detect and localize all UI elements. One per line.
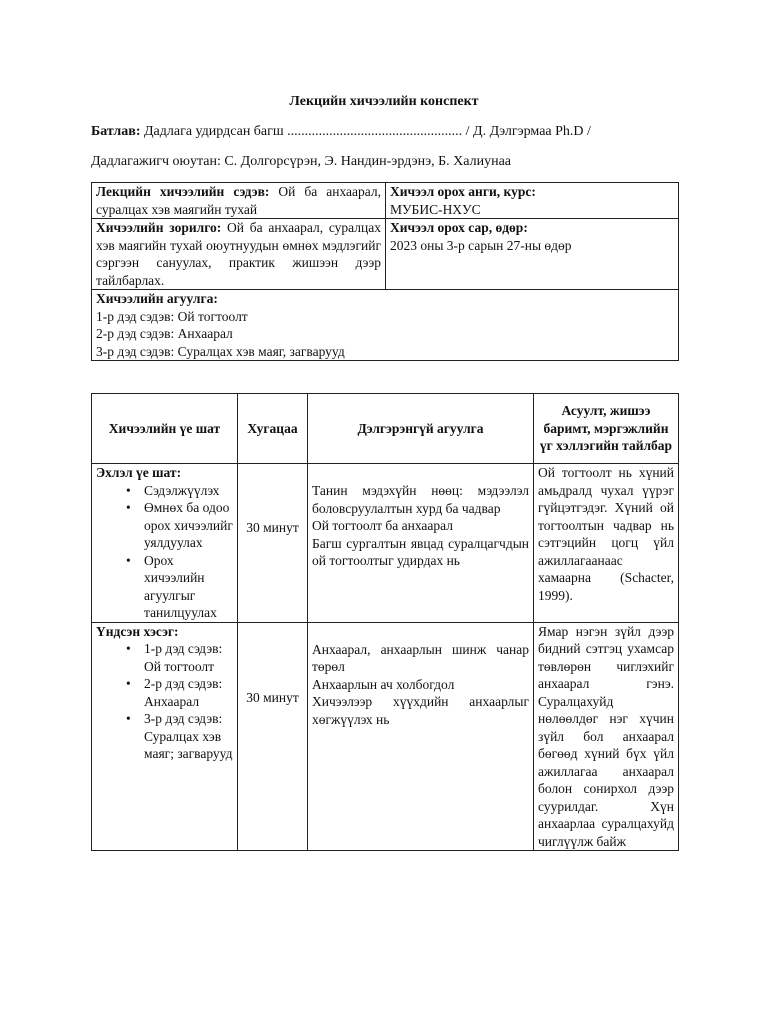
stage-title: Эхлэл үе шат: — [96, 465, 182, 480]
document-title: Лекцийн хичээлийн конспект — [289, 94, 479, 109]
date-label: Хичээл орох сар, өдөр: — [390, 220, 528, 235]
info-row-goal — [92, 219, 679, 290]
date-cell — [386, 219, 679, 290]
stage-item: • 2-р дэд сэдэв: Анхаарал — [126, 675, 233, 710]
detail-line: Ой тогтоолт ба анхаарал — [312, 518, 454, 533]
notes-cell: Ой тогтоолт нь хүний амьдралд чухал үүрэг гүйцэтгэдэг. Хүний ой тогтоолтын чадвар нь сэтгэцийн цогц үйл ажиллагаанаас хамаарна (Schacter, 1999). — [534, 464, 679, 623]
content-label: Хичээлийн агуулга: — [96, 291, 218, 306]
lesson-plan-table — [91, 393, 679, 851]
detail-cell — [308, 622, 534, 851]
detail-line: Хичээлээр хүүхдийн анхаарлыг хөгжүүлэх нь — [312, 694, 529, 727]
approval-line — [91, 124, 591, 140]
content-item: 1-р дэд сэдэв: Ой тогтоолт — [96, 308, 248, 324]
stage-cell — [92, 622, 238, 851]
header-notes: Асуулт, жишээ баримт, мэргэжлийн үг хэллэгийн тайлбар — [534, 394, 679, 464]
trainees-line: Дадлагажигч оюутан: С. Долгорсүрэн, Э. Нандин-эрдэнэ, Б. Халиунаа — [91, 154, 511, 169]
duration-cell: 30 минут — [238, 622, 308, 851]
date-value: 2023 оны 3-р сарын 27-ны өдөр — [390, 237, 572, 253]
class-cell — [386, 183, 679, 219]
stage-item: • Өмнөх ба одоо орох хичээлийг уялдуулах — [126, 499, 233, 552]
class-value: МУБИС-НХУС — [390, 201, 481, 217]
class-label: Хичээл орох анги, курс: — [390, 184, 536, 199]
content-cell — [92, 290, 679, 361]
notes-cell: Ямар нэгэн зүйл дээр бидний сэтгэц ухамсар төвлөрөн чиглэхийг анхаарал гэнэ. Суралцахуйд нөлөөлдөг нэг хүчин зүйл бол анхаарал бөгөөд хүний бүх үйл ажиллагаа анхаарал болон сонирхол дээр суурилдаг. Хүн анхаарлаа суралцахуйд чиглүүлж байж — [534, 622, 679, 851]
stage-title: Үндсэн хэсэг: — [96, 623, 179, 639]
goal-value: Ой ба анхаарал, суралцах хэв маягийн тухай оюутнуудын өмнөх мэдлэгийг сэргээн сануулах, практик жишээн дээр тайлбарлах. — [96, 220, 381, 288]
header-stage: Хичээлийн үе шат — [92, 394, 238, 464]
plan-row-intro — [92, 464, 679, 623]
goal-cell — [92, 219, 386, 290]
stage-item: • Сэдэлжүүлэх — [126, 482, 233, 500]
goal-label: Хичээлийн зорилго: — [96, 220, 222, 235]
topic-label: Лекцийн хичээлийн сэдэв: — [96, 184, 270, 199]
detail-cell — [308, 464, 534, 623]
plan-header-row — [92, 394, 679, 464]
stage-item: • 3-р дэд сэдэв: Суралцах хэв маяг; загварууд — [126, 710, 233, 763]
duration-cell: 30 минут — [238, 464, 308, 623]
approval-label: Батлав: — [91, 124, 141, 139]
approval-text: Дадлага удирдсан багш .................................................. / Д. Дэлгэрмаа Ph.D / — [144, 124, 591, 139]
detail-line: Танин мэдэхүйн нөөц: мэдээлэл боловсруулалтын хурд ба чадвар — [312, 483, 529, 516]
lesson-info-table — [91, 182, 679, 361]
content-item: 2-р дэд сэдэв: Анхаарал — [96, 326, 233, 341]
detail-line: Анхаарал, анхаарлын шинж чанар төрөл — [312, 641, 529, 674]
stage-item: • Орох хичээлийн агуулгыг танилцуулах — [126, 552, 233, 622]
topic-cell — [92, 183, 386, 219]
stage-item: • 1-р дэд сэдэв: Ой тогтоолт — [126, 640, 233, 675]
topic-value: Ой ба анхаарал, суралцах хэв маягийн тухай — [96, 184, 381, 217]
content-item: 3-р дэд сэдэв: Суралцах хэв маяг, загварууд — [96, 343, 345, 359]
header-duration: Хугацаа — [238, 394, 308, 464]
stage-list — [96, 640, 233, 763]
header-content: Дэлгэрэнгүй агуулга — [308, 394, 534, 464]
stage-list — [96, 482, 233, 622]
info-row-content — [92, 290, 679, 361]
info-row-topic — [92, 183, 679, 219]
detail-line: Багш сургалтын явцад суралцагчдын ой тогтоолтыг удирдах нь — [312, 535, 529, 568]
stage-cell — [92, 464, 238, 623]
detail-line: Анхаарлын ач холбогдол — [312, 676, 455, 692]
plan-row-main — [92, 622, 679, 851]
